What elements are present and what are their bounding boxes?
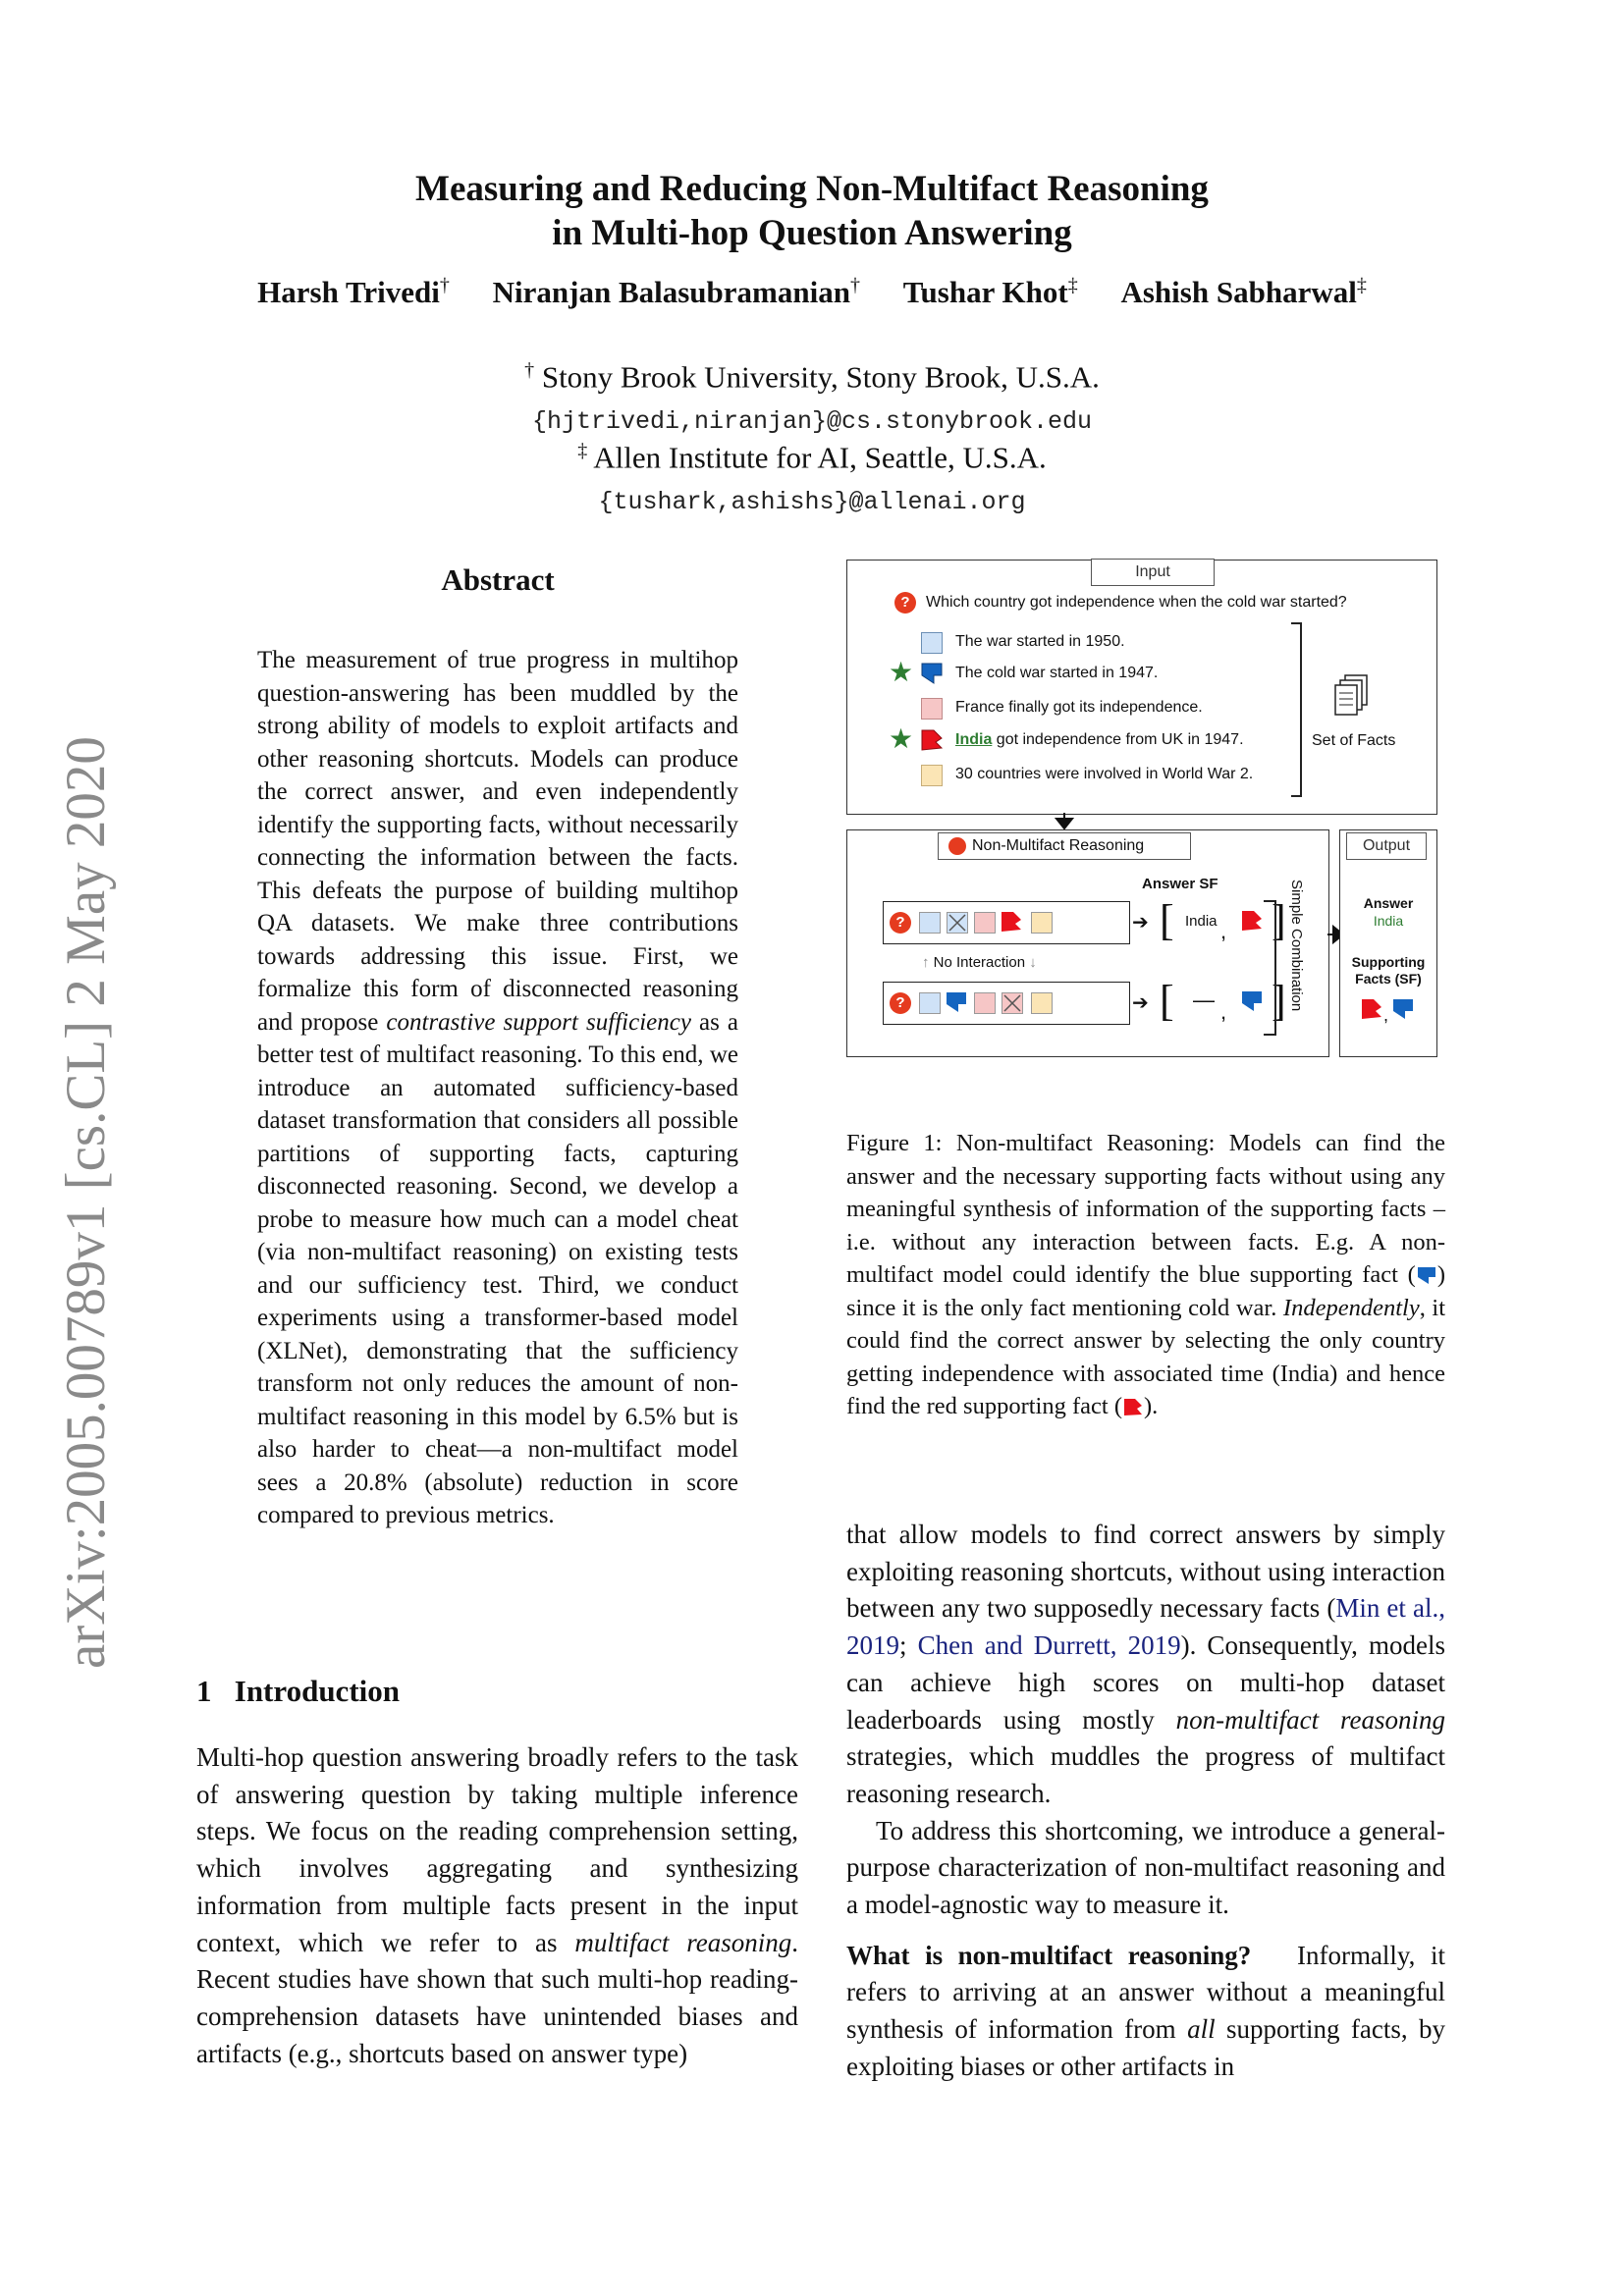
abstract-body: The measurement of true progress in multihop question-answering has been muddled by the strong ability of models to exploit artifacts and other reasoning shortcuts. Models can produce the correct answer, and even independently identify the supporting facts, without necessarily connecting the information between the facts. This defeats the purpose of building multihop QA datasets. We make three contributions towards addressing this issue. First, we formalize this form of disconnected reasoning and propose contrastive support sufficiency as a better test of multifact reasoning. To this end, we introduce an automated sufficiency-based dataset transformation that considers all possible partitions of supporting facts, capturing disconnected reasoning. Second, we develop a probe to measure how much can a model cheat (via non-multifact reasoning) on existing tests and our sufficiency test. Third, we conduct experiments using a transformer-based model (XLNet), demonstrating that the sufficiency transform not only reduces the amount of non-multifact reasoning in this model by 6.5% but is also harder to cheat—a non-multifact model sees a 20.8% (absolute) reduction in score compared to previous metrics.: [257, 647, 739, 1528]
answer-sf-header: Answer SF: [1142, 876, 1218, 892]
author: Harsh Trivedi†: [257, 275, 450, 310]
output-answer-label: Answer: [1363, 895, 1414, 911]
author-list: [0, 275, 1624, 310]
citation-link[interactable]: Min et al., 2019: [846, 1593, 1445, 1661]
fact-square-icon: [921, 698, 943, 720]
bracket-left: [: [1160, 977, 1174, 1025]
red-fact-icon: [920, 728, 944, 752]
affiliation-2: ‡ Allen Institute for AI, Seattle, U.S.A.: [577, 440, 1047, 475]
partition-row-2: [883, 982, 1130, 1025]
output-sf-label: Supporting Facts (SF): [1351, 954, 1426, 987]
documents-icon: [1333, 673, 1373, 719]
fact-text: France finally got its independence.: [955, 699, 1203, 716]
email-2: {tushark,ashishs}@allenai.org: [598, 488, 1026, 516]
bracket-right: ]: [1272, 977, 1286, 1025]
paragraph: What is non-multifact reasoning? Informally, it refers to arriving at an answer without a meaningful synthesis of information from all supporting facts, by exploiting biases or other artifacts in: [846, 1940, 1446, 2081]
blue-fact-icon: [945, 990, 968, 1014]
comma: ,: [1220, 919, 1227, 943]
facts-bracket: [1289, 621, 1309, 798]
output-label: Output: [1346, 832, 1427, 860]
nmr-panel: [846, 829, 1329, 1057]
input-label: Input: [1091, 559, 1215, 586]
affiliation-1: † Stony Brook University, Stony Brook, U.S.A.: [524, 359, 1100, 395]
fact-text: 30 countries were involved in World War 2.: [955, 766, 1254, 782]
fact-square-icon: [1031, 992, 1053, 1014]
question-icon: ?: [890, 912, 911, 934]
fact-text: India got independence from UK in 1947.: [955, 731, 1244, 748]
arxiv-id: arXiv:2005.00789v1 [cs.CL] 2 May 2020: [55, 736, 117, 1669]
figure-caption: Figure 1: Non-multifact Reasoning: Models can find the answer and the necessary supporting facts without using any meaningful synthesis of information of the supporting facts – i.e. without any interaction between facts. E.g. A non-multifact model could identify the blue supporting fact ( ) since it is the only fact mentioning cold war. Independently, it could find the correct answer by selecting the only country getting independence with associated time (India) and hence find the red supporting fact ( ).: [846, 1130, 1446, 1419]
comma: ,: [1383, 1005, 1389, 1025]
arrow-icon: ➔: [1132, 912, 1149, 934]
fact-square-icon: [921, 765, 943, 786]
right-column-body: [846, 1517, 1445, 2086]
section-heading-introduction: 1 Introduction: [196, 1674, 400, 1708]
email-1: {hjtrivedi,niranjan}@cs.stonybrook.edu: [531, 407, 1093, 436]
fact-square-icon: [974, 992, 996, 1014]
fact-text: The cold war started in 1947.: [955, 665, 1159, 681]
blue-fact-icon: [1391, 997, 1415, 1021]
devil-icon: [948, 837, 966, 855]
star-icon: ★: [889, 723, 914, 754]
simple-combination-label: Simple Combination: [1288, 880, 1305, 1012]
author: Tushar Khot‡: [902, 275, 1078, 310]
title-line-2: in Multi-hop Question Answering: [552, 213, 1072, 253]
down-arrow-icon: [1055, 813, 1074, 830]
figure-1: [846, 560, 1441, 1060]
empty-answer-dash: —: [1193, 988, 1215, 1012]
crossed-fact-icon: [947, 912, 968, 934]
no-interaction-label: ↑ No Interaction ↓: [922, 954, 1037, 971]
blue-fact-icon: [920, 662, 944, 685]
crossed-fact-icon: [1001, 992, 1023, 1014]
red-fact-icon: [1000, 910, 1023, 934]
question-text: Which country got independence when the cold war started?: [926, 594, 1347, 611]
title-line-1: Measuring and Reducing Non-Multifact Reasoning: [415, 169, 1209, 209]
set-of-facts-label: Set of Facts: [1312, 732, 1396, 749]
comma: ,: [1220, 999, 1227, 1024]
output-panel: [1339, 829, 1437, 1057]
fact-square-icon: [921, 632, 943, 654]
paragraph: that allow models to find correct answers by simply exploiting reasoning shortcuts, without using interaction between any two supposedly necessary facts (Min et al., 2019; Chen and Durrett, 2019). Consequently, models can achieve high scores on multi-hop dataset leaderboards using mostly non-multifact reasoning strategies, which muddles the progress of multifact reasoning research.: [846, 1520, 1445, 1808]
intro-paragraph: Multi-hop question answering broadly refers to the task of answering question by taking multiple inference steps. We focus on the reading comprehension setting, which involves aggregating and synthesizing information from multiple facts present in the input context, which we refer to as multifact reasoning. Recent studies have shown that such multi-hop reading-comprehension datasets have unintended biases and artifacts (e.g., shortcuts based on answer type): [196, 1742, 798, 2068]
partition-row-1: [883, 901, 1130, 944]
fact-square-icon: [919, 992, 941, 1014]
citation-link[interactable]: Chen and Durrett, 2019: [917, 1630, 1181, 1661]
star-icon: ★: [889, 657, 914, 687]
abstract-heading: Abstract: [441, 562, 555, 597]
bracket-left: [: [1160, 896, 1174, 944]
fact-square-icon: [974, 912, 996, 934]
arrow-icon: ➔: [1132, 992, 1149, 1014]
answer-india: India: [1185, 913, 1218, 930]
fact-square-icon: [919, 912, 941, 934]
author: Niranjan Balasubramanian†: [492, 275, 860, 310]
blue-fact-icon: [1240, 989, 1264, 1013]
bracket-right: ]: [1272, 896, 1286, 944]
red-fact-icon: [1240, 909, 1264, 933]
fact-text: The war started in 1950.: [955, 633, 1125, 650]
output-answer-value: India: [1373, 913, 1404, 929]
red-fact-icon: [1122, 1397, 1144, 1416]
author: Ashish Sabharwal‡: [1120, 275, 1367, 310]
combination-bracket: [1262, 899, 1281, 1037]
red-fact-icon: [1360, 997, 1383, 1021]
paragraph: To address this shortcoming, we introduce a general-purpose characterization of non-multifact reasoning and a model-agnostic way to measure it.: [846, 1815, 1445, 1920]
fact-square-icon: [1031, 912, 1053, 934]
paper-title: [0, 167, 1624, 255]
input-panel: [846, 560, 1437, 815]
question-icon: ?: [894, 592, 916, 614]
nmr-label: Non-Multifact Reasoning: [938, 832, 1191, 860]
blue-fact-icon: [1416, 1265, 1437, 1285]
question-icon: ?: [890, 992, 911, 1014]
